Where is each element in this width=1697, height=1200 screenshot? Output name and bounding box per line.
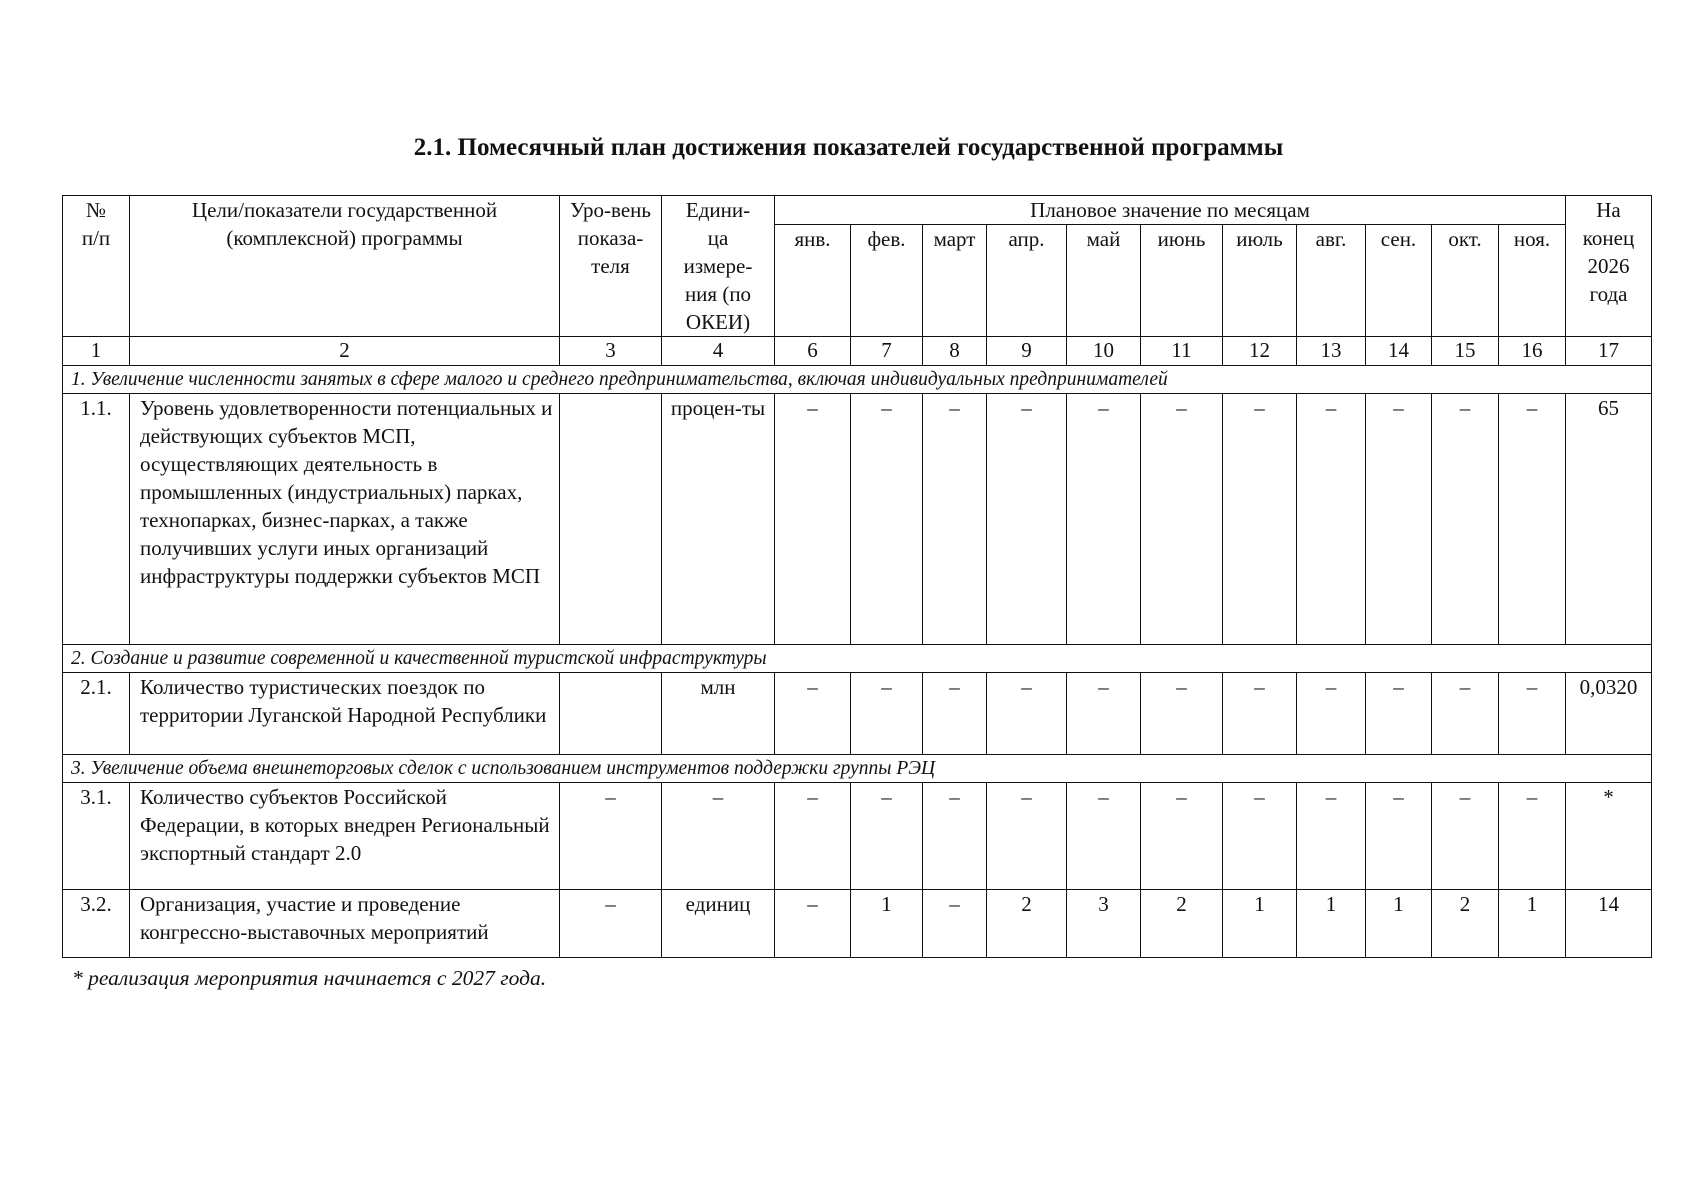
month-value: – [1366,783,1432,890]
month-value: – [987,783,1067,890]
header-month: фев. [851,225,923,337]
month-value: – [923,890,987,958]
end-value: 14 [1566,890,1652,958]
indicator-level: – [560,783,662,890]
end-value: 65 [1566,394,1652,645]
month-value: – [1366,394,1432,645]
month-value: – [851,673,923,755]
end-value: 0,0320 [1566,673,1652,755]
month-value: – [987,394,1067,645]
month-value: – [1141,394,1223,645]
month-value: – [775,394,851,645]
month-value: – [1432,394,1499,645]
header-goal: Цели/показатели государственной (комплексной) программы [130,196,560,337]
indicator-name: Уровень удовлетворенности потенциальных и действующих субъектов МСП, осуществляющих деятельность в промышленных (индустриальных) парках, технопарках, бизнес-парках, а также получивших услуги иных организаций инфраструктуры поддержки субъектов МСП [130,394,560,645]
month-value: – [1223,394,1297,645]
month-value: – [1499,394,1566,645]
column-number: 14 [1366,337,1432,366]
header-month: ноя. [1499,225,1566,337]
month-value: – [1297,673,1366,755]
indicator-num: 3.2. [63,890,130,958]
month-value: – [1499,783,1566,890]
month-value: – [775,783,851,890]
header-level: Уро-вень показа-теля [560,196,662,337]
month-value: 2 [1141,890,1223,958]
header-month: июль [1223,225,1297,337]
indicator-level [560,673,662,755]
column-number: 12 [1223,337,1297,366]
header-plan: Плановое значение по месяцам [775,196,1566,225]
indicator-num: 1.1. [63,394,130,645]
indicator-unit: процен-ты [662,394,775,645]
month-value: 1 [1366,890,1432,958]
header-month: июнь [1141,225,1223,337]
monthly-plan-table [62,195,1652,958]
column-number: 7 [851,337,923,366]
month-value: – [775,673,851,755]
indicator-row [63,673,1652,755]
indicator-num: 3.1. [63,783,130,890]
column-number: 17 [1566,337,1652,366]
month-value: – [1499,673,1566,755]
header-month: март [923,225,987,337]
section-row [63,755,1652,783]
month-value: 1 [1297,890,1366,958]
indicator-row [63,783,1652,890]
column-number: 8 [923,337,987,366]
section-row [63,645,1652,673]
column-number: 2 [130,337,560,366]
month-value: – [923,783,987,890]
month-value: – [923,394,987,645]
column-number: 9 [987,337,1067,366]
month-value: 2 [1432,890,1499,958]
indicator-level [560,394,662,645]
column-number: 13 [1297,337,1366,366]
header-month: авг. [1297,225,1366,337]
month-value: – [851,394,923,645]
column-number: 16 [1499,337,1566,366]
header-month: янв. [775,225,851,337]
column-number: 15 [1432,337,1499,366]
header-end: На конец 2026 года [1566,196,1652,337]
indicator-unit: единиц [662,890,775,958]
indicator-unit: – [662,783,775,890]
header-month: сен. [1366,225,1432,337]
month-value: 2 [987,890,1067,958]
header-row [63,196,1652,225]
document-title: 2.1. Помесячный план достижения показателей государственной программы [413,134,1284,161]
month-value: – [1141,783,1223,890]
section-title: 1. Увеличение численности занятых в сфере малого и среднего предпринимательства, включая индивидуальных предпринимателей [63,366,1652,394]
month-value: – [1432,783,1499,890]
month-value: – [1141,673,1223,755]
month-value: – [1297,394,1366,645]
section-row [63,366,1652,394]
header-month: апр. [987,225,1067,337]
month-value: – [1067,783,1141,890]
section-title: 3. Увеличение объема внешнеторговых сделок с использованием инструментов поддержки группы РЭЦ [63,755,1652,783]
month-value: 1 [1223,890,1297,958]
indicator-unit: млн [662,673,775,755]
indicator-row [63,394,1652,645]
end-value: * [1566,783,1652,890]
month-value: – [851,783,923,890]
header-unit: Едини-ца измере-ния (по ОКЕИ) [662,196,775,337]
header-month: окт. [1432,225,1499,337]
column-numbers-row [63,337,1652,366]
month-value: 1 [851,890,923,958]
month-value: – [1067,394,1141,645]
footnote: * реализация мероприятия начинается с 2027 года. [72,966,547,990]
column-number: 1 [63,337,130,366]
header-month: май [1067,225,1141,337]
column-number: 4 [662,337,775,366]
section-title: 2. Создание и развитие современной и качественной туристской инфраструктуры [63,645,1652,673]
month-value: – [775,890,851,958]
indicator-name: Организация, участие и проведение конгрессно-выставочных мероприятий [130,890,560,958]
indicator-level: – [560,890,662,958]
month-value: – [1366,673,1432,755]
month-value: – [1067,673,1141,755]
column-number: 3 [560,337,662,366]
month-value: 1 [1499,890,1566,958]
indicator-name: Количество субъектов Российской Федерации, в которых внедрен Региональный экспортный стандарт 2.0 [130,783,560,890]
indicator-num: 2.1. [63,673,130,755]
month-value: – [1223,673,1297,755]
column-number: 10 [1067,337,1141,366]
indicator-row [63,890,1652,958]
month-value: – [1223,783,1297,890]
header-num: № п/п [63,196,130,337]
month-value: – [1432,673,1499,755]
month-value: 3 [1067,890,1141,958]
indicator-name: Количество туристических поездок по территории Луганской Народной Республики [130,673,560,755]
month-value: – [987,673,1067,755]
month-value: – [1297,783,1366,890]
column-number: 6 [775,337,851,366]
month-value: – [923,673,987,755]
column-number: 11 [1141,337,1223,366]
